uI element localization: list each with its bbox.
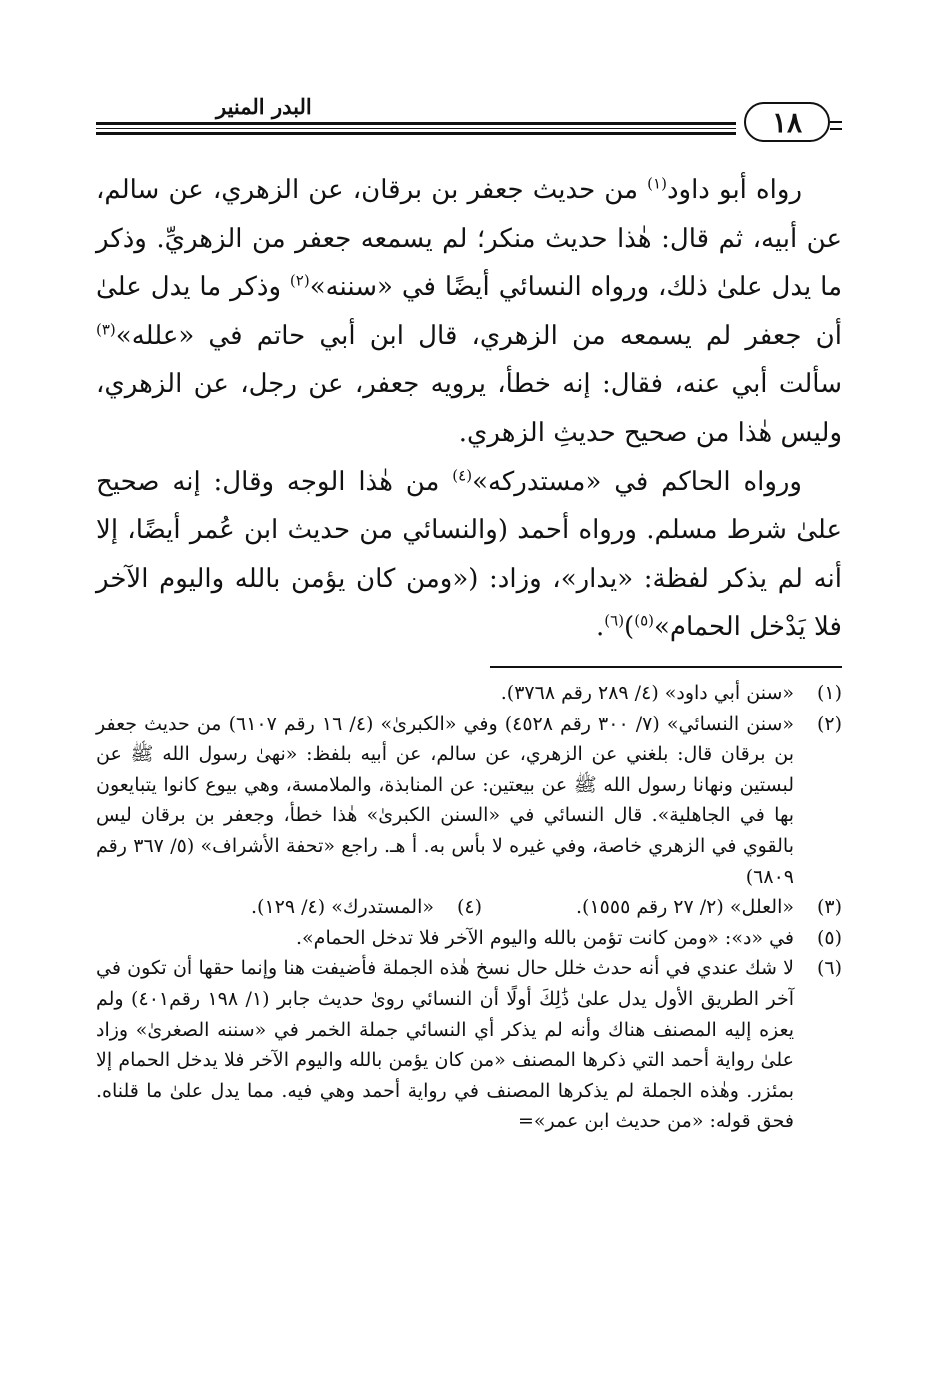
footnote-ref[interactable]: (٢) (289, 271, 310, 290)
footnote (96, 953, 842, 1137)
paragraph (96, 166, 842, 458)
paragraph-text: من حديث جعفر بن برقان، عن الزهري، عن سالم، عن أبيه، ثم قال: هٰذا حديث منكر؛ لم يسمعه جعفر من الزهريِّ. وذكر ما يدل علىٰ ذلك، ورواه النسائي أيضًا في «سننه» (96, 175, 842, 303)
footnote-ref[interactable]: (٤) (452, 465, 473, 484)
footnote-number: (٦) (816, 957, 842, 980)
footnote-text: «سنن أبي داود» (٤/ ٢٨٩ رقم ٣٧٦٨). (500, 682, 794, 704)
page-number-badge (744, 102, 830, 142)
main-text (96, 166, 842, 652)
footnote-ref[interactable]: (٣) (96, 320, 116, 339)
paragraph-text: من هٰذا الوجه وقال: إنه صحيح علىٰ شرط مسلم. ورواه أحمد (والنسائي من حديث ابن عُمر أيضًا، إلا أنه لم يذكر لفظة: «يدار»، وزاد: («ومن كان يؤمن بالله واليوم الآخر فلا يَدْخل الحمام» (96, 466, 842, 643)
header-rule (830, 121, 842, 123)
running-title: البدر المنير (216, 94, 312, 119)
page-header (96, 92, 842, 152)
paragraph-text: وذكر ما يدل علىٰ أن جعفر لم يسمعه من الزهري، قال ابن أبي حاتم في «علله» (96, 272, 842, 351)
footnote-ref[interactable]: (٦) (604, 611, 625, 630)
footnote (96, 678, 842, 709)
header-rule (96, 132, 736, 135)
page-number: ١٨ (771, 105, 803, 139)
paragraph-text: سألت أبي عنه، فقال: إنه خطأ، يرويه جعفر، عن رجل، عن الزهري، وليس هٰذا من صحيح حديثِ الزهري. (96, 369, 842, 448)
footnote-text: «العلل» (٢/ ٢٧ رقم ١٥٥٥). (576, 896, 794, 919)
footnote-ref[interactable]: (١) (647, 174, 667, 193)
paragraph-text: ورواه الحاكم في «مستدركه» (472, 466, 802, 497)
footnote-row (96, 892, 842, 923)
footnote-text: لا شك عندي في أنه حدث خلل حال نسخ هٰذه الجملة فأضيفت هنا وإنما حقها أن تكون في آخر الطريق الأول يدل علىٰ ذَٰلِكَ أولًا أن النسائي روىٰ حديث جابر (١/ ١٩٨ رقم٤٠١) ولم يعزه إليه المصنف هناك وأنه لم يذكر أي النسائي جملة الخمر في «سننه الصغرىٰ» وزاد علىٰ رواية أحمد التي ذكرها المصنف «من كان يؤمن بالله واليوم الآخر فلا يدخل الحمام إلا بمئزر. وهٰذه الجملة لم يذكرها المصنف في رواية أحمد وهي فيه. مما يدل علىٰ ما قلناه. فحق قوله: «من حديث ابن عمر»= (96, 957, 795, 1133)
footnote-text: في «د»: «ومن كانت تؤمن بالله واليوم الآخر فلا تدخل الحمام». (296, 926, 794, 949)
footnote (122, 892, 482, 923)
paragraph-text: ) (624, 612, 635, 643)
header-rule (830, 128, 842, 130)
footnote-separator (490, 666, 842, 668)
footnote (96, 923, 842, 954)
footnote-text: «سنن النسائي» (٧/ ٣٠٠ رقم ٤٥٢٨) وفي «الكبرىٰ» (٤/ ١٦ رقم ٦١٠٧) من حديث جعفر بن برقان قال: بلغني عن الزهري، عن سالم، عن أبيه بلفظ: «نهىٰ رسول الله ﷺ عن لبستين ونهانا رسول الله ﷺ عن بيعتين: عن المنابذة، والملامسة، وهي بيوع كانوا يتبايعون بها في الجاهلية». قال النسائي في «السنن الكبرىٰ» هٰذا خطأ، وجعفر بن برقان ليس بالقوي في الزهري خاصة، وفي غيره لا بأس به. أ هـ. راجع «تحفة الأشراف» (٥/ ٣٦٧ رقم ٦٨٠٩) (96, 712, 795, 888)
paragraph-text: رواه أبو داود (666, 175, 802, 205)
footnotes (96, 678, 842, 1137)
paragraph-text: . (596, 612, 605, 643)
footnote-number: (١) (816, 682, 842, 704)
header-rule (96, 128, 736, 129)
header-rule (96, 122, 736, 125)
footnote (96, 709, 842, 893)
paragraph (96, 458, 842, 652)
footnote-number: (٢) (816, 712, 842, 735)
footnote (482, 892, 842, 923)
footnote-ref[interactable]: (٥) (634, 611, 654, 630)
footnote-number: (٣) (816, 896, 842, 919)
footnote-number: (٤) (456, 896, 482, 919)
footnote-number: (٥) (816, 926, 842, 949)
footnote-text: «المستدرك» (٤/ ١٢٩). (251, 896, 434, 919)
